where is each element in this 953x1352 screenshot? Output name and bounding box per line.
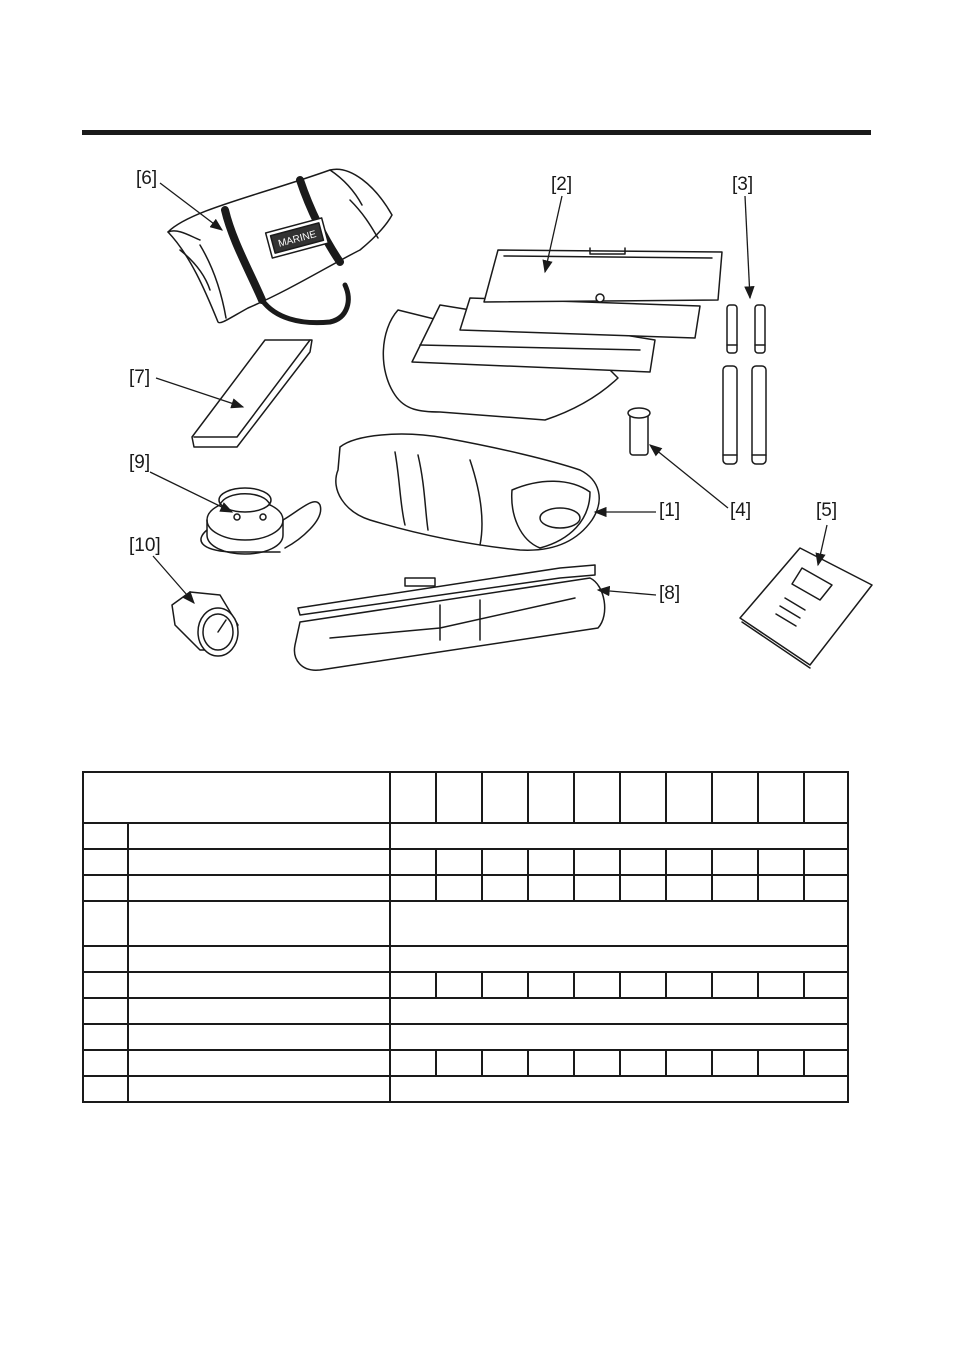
table-cell <box>712 1050 758 1076</box>
callout-3: [3] <box>732 174 754 195</box>
table-cell <box>758 1050 804 1076</box>
support-posts-drawing <box>723 305 766 464</box>
table-header-cell <box>528 772 574 823</box>
table-cell <box>83 849 128 875</box>
table-cell <box>758 875 804 901</box>
table-cell <box>712 875 758 901</box>
table-cell <box>574 972 620 998</box>
table-cell <box>528 849 574 875</box>
callout-6: [6] <box>136 168 158 189</box>
table-cell <box>804 849 848 875</box>
folded-boat-drawing <box>336 434 599 550</box>
table-cell <box>83 901 128 946</box>
table-row <box>83 1024 848 1050</box>
foot-pump-drawing <box>201 488 321 554</box>
table-cell <box>128 1024 390 1050</box>
table-cell <box>83 823 128 849</box>
table-cell <box>128 1076 390 1102</box>
table-cell <box>482 972 528 998</box>
table-header-cell <box>712 772 758 823</box>
table-cell <box>528 972 574 998</box>
table-row <box>83 946 848 972</box>
table-cell <box>128 849 390 875</box>
table-cell <box>712 972 758 998</box>
table-row <box>83 1076 848 1102</box>
table-cell <box>83 946 128 972</box>
pressure-gauge-drawing <box>172 592 238 656</box>
table-cell <box>436 1050 482 1076</box>
table-cell <box>666 849 712 875</box>
table-cell <box>482 875 528 901</box>
table-cell <box>620 972 666 998</box>
table-header-cell <box>574 772 620 823</box>
table-row <box>83 972 848 998</box>
table-cell <box>482 1050 528 1076</box>
table-cell <box>620 875 666 901</box>
table-cell <box>666 972 712 998</box>
table-cell <box>804 972 848 998</box>
table-header-cell <box>758 772 804 823</box>
table-header-cell <box>83 772 390 823</box>
table-cell <box>666 1050 712 1076</box>
table-header-cell <box>390 772 436 823</box>
table-cell <box>804 875 848 901</box>
table-header-cell <box>436 772 482 823</box>
table-cell <box>574 849 620 875</box>
table-cell <box>574 1050 620 1076</box>
table-header-cell <box>482 772 528 823</box>
table-cell <box>128 998 390 1024</box>
table-row <box>83 875 848 901</box>
table-cell <box>128 875 390 901</box>
valve-cap-drawing <box>628 408 650 455</box>
table-row <box>83 823 848 849</box>
table-cell <box>390 1076 848 1102</box>
table-cell <box>482 849 528 875</box>
table-cell <box>83 875 128 901</box>
table-cell <box>436 849 482 875</box>
callout-10: [10] <box>129 535 161 556</box>
table-cell <box>666 875 712 901</box>
table-cell <box>620 849 666 875</box>
table-row <box>83 901 848 946</box>
table-cell <box>436 972 482 998</box>
table-cell <box>128 972 390 998</box>
manual-drawing <box>740 548 872 668</box>
table-cell <box>804 1050 848 1076</box>
table-cell <box>712 849 758 875</box>
bag-logo-text: MARINE <box>277 229 318 250</box>
callout-7: [7] <box>129 367 151 388</box>
table-cell <box>758 972 804 998</box>
table-header-cell <box>620 772 666 823</box>
table-cell <box>758 849 804 875</box>
table-cell <box>436 875 482 901</box>
table-cell <box>128 946 390 972</box>
table-cell <box>390 1050 436 1076</box>
table-cell <box>390 998 848 1024</box>
table-cell <box>528 875 574 901</box>
seat-drawing <box>192 340 312 447</box>
table-cell <box>390 1024 848 1050</box>
table-cell <box>83 1024 128 1050</box>
callout-4: [4] <box>730 500 752 521</box>
table-cell <box>574 875 620 901</box>
table-header-row <box>83 772 848 823</box>
table-cell <box>620 1050 666 1076</box>
table-cell <box>390 946 848 972</box>
specification-table-body <box>83 772 848 1102</box>
callout-8: [8] <box>659 583 681 604</box>
callout-2: [2] <box>551 174 573 195</box>
table-cell <box>128 1050 390 1076</box>
table-header-cell <box>804 772 848 823</box>
floor-boards-drawing <box>383 248 722 420</box>
oars-drawing <box>294 565 604 670</box>
table-cell <box>390 823 848 849</box>
callout-5: [5] <box>816 500 838 521</box>
storage-bag-drawing <box>168 169 392 322</box>
table-cell <box>390 901 848 946</box>
table-cell <box>390 875 436 901</box>
table-cell <box>128 901 390 946</box>
table-cell <box>83 1050 128 1076</box>
table-cell <box>83 1076 128 1102</box>
table-cell <box>390 972 436 998</box>
table-cell <box>128 823 390 849</box>
specification-table <box>82 771 849 1103</box>
callout-1: [1] <box>659 500 681 521</box>
table-header-cell <box>666 772 712 823</box>
table-row <box>83 849 848 875</box>
table-cell <box>83 972 128 998</box>
table-cell <box>390 849 436 875</box>
callout-9: [9] <box>129 452 151 473</box>
table-row <box>83 998 848 1024</box>
table-row <box>83 1050 848 1076</box>
table-cell <box>83 998 128 1024</box>
table-cell <box>528 1050 574 1076</box>
